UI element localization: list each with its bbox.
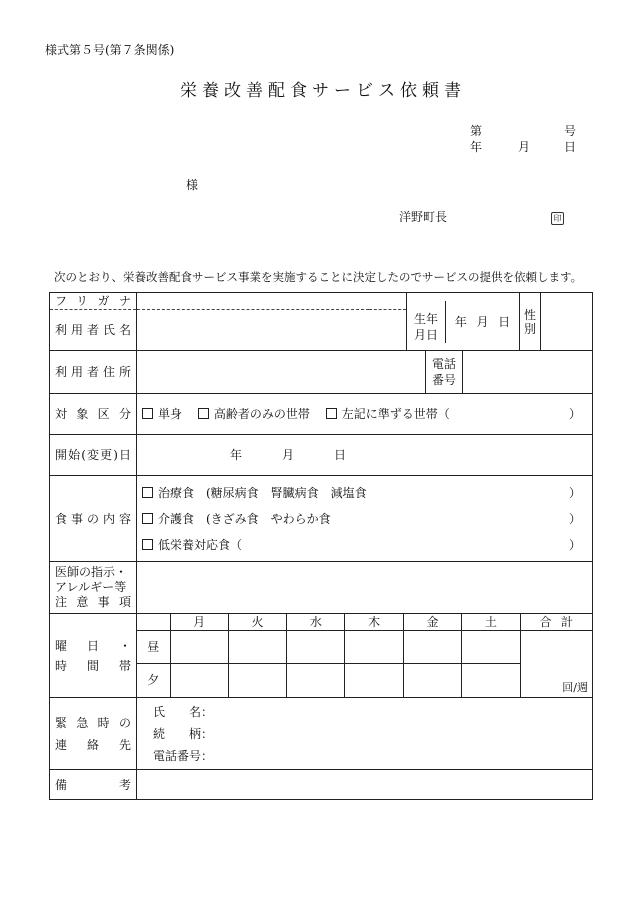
evening-fri[interactable]: [403, 663, 461, 697]
meal-option-care[interactable]: 介護食 (きざみ食 やわらか食 ）: [142, 508, 587, 530]
noon-fri[interactable]: [403, 630, 461, 663]
evening-label: 夕: [137, 663, 170, 697]
remarks-label: 備考: [50, 770, 137, 800]
meal-option-low-nutrition[interactable]: 低栄養対応食（ ）: [142, 534, 587, 556]
category-option-elderly-only[interactable]: 高齢者のみの世帯: [198, 407, 310, 421]
checkbox[interactable]: [326, 408, 337, 419]
evening-mon[interactable]: [170, 663, 228, 697]
user-name-label: 利用者氏名: [50, 310, 137, 351]
document-title: 栄養改善配食サービス依頼書: [180, 81, 466, 101]
noon-wed[interactable]: [287, 630, 345, 663]
emergency-name-field[interactable]: 氏 名：: [153, 704, 214, 719]
doc-no-suffix: 号: [564, 124, 577, 138]
category-options: [137, 394, 593, 435]
emergency-phone-field[interactable]: 電話番号：: [153, 748, 214, 763]
doctor-instructions-field[interactable]: [137, 562, 593, 614]
noon-sat[interactable]: [462, 630, 520, 663]
sex-field[interactable]: [541, 293, 593, 351]
day-mon: 月: [170, 614, 228, 630]
birthdate-field[interactable]: 年 月 日: [454, 314, 511, 329]
phone-field[interactable]: [463, 351, 592, 393]
meal-option-therapeutic[interactable]: 治療食 (糖尿病食 腎臓病食 減塩食 ）: [142, 482, 587, 504]
remarks-field[interactable]: [137, 770, 593, 800]
issuer-name: 洋野町長: [399, 210, 448, 224]
emergency-relation-field[interactable]: 続 柄：: [153, 726, 214, 741]
checkbox[interactable]: [142, 513, 153, 524]
day-thu: 木: [345, 614, 403, 630]
user-name-field[interactable]: [137, 310, 407, 351]
noon-mon[interactable]: [170, 630, 228, 663]
emergency-contact-fields: [137, 698, 593, 770]
doc-no-prefix: 第: [470, 124, 483, 138]
day-tue: 火: [228, 614, 286, 630]
evening-sat[interactable]: [462, 663, 520, 697]
emergency-contact-label: 緊急時の 連絡先: [50, 698, 137, 770]
birthdate-block: 生年 月日 年 月 日: [407, 293, 520, 351]
addressee-suffix: 様: [186, 178, 199, 192]
category-option-equivalent[interactable]: 左記に準ずる世帯（: [326, 407, 450, 421]
category-option-single[interactable]: 単身: [142, 407, 182, 421]
meal-options: [137, 476, 593, 562]
intro-text: 次のとおり、栄養改善配食サービス事業を実施することに決定したのでサービスの提供を依頼します。: [54, 270, 583, 284]
phone-label: 電話 番号: [426, 351, 463, 393]
day-sat: 土: [462, 614, 520, 630]
evening-wed[interactable]: [287, 663, 345, 697]
issue-day: 日: [564, 140, 577, 154]
phone-block: [426, 351, 593, 394]
noon-label: 昼: [137, 630, 170, 663]
category-label: 対象区分: [50, 394, 137, 435]
request-form-table: [49, 292, 593, 800]
start-date-field[interactable]: 年 月 日: [137, 435, 593, 476]
furigana-label: フリガナ: [50, 293, 137, 310]
checkbox[interactable]: [142, 487, 153, 498]
furigana-field[interactable]: [137, 293, 407, 310]
total-field[interactable]: 回/週: [520, 630, 592, 697]
start-date-label: 開始(変更)日: [50, 435, 137, 476]
address-label: 利用者住所: [50, 351, 137, 394]
evening-tue[interactable]: [228, 663, 286, 697]
schedule-label: 曜日・ 時間帯: [50, 614, 137, 698]
checkbox[interactable]: [198, 408, 209, 419]
issue-year: 年: [470, 140, 483, 154]
sex-label: 性 別: [520, 293, 541, 351]
checkbox[interactable]: [142, 408, 153, 419]
address-field[interactable]: [137, 351, 426, 394]
day-wed: 水: [287, 614, 345, 630]
noon-tue[interactable]: [228, 630, 286, 663]
checkbox[interactable]: [142, 539, 153, 550]
seal-mark: 印: [551, 210, 564, 225]
form-number: 様式第５号(第７条関係): [45, 43, 175, 57]
meal-label: 食事の内容: [50, 476, 137, 562]
issue-month: 月: [518, 140, 531, 154]
total-label: 合計: [520, 614, 592, 630]
evening-thu[interactable]: [345, 663, 403, 697]
doctor-instructions-label: 医師の指示・ アレルギー等 注意事項: [50, 562, 137, 614]
day-fri: 金: [403, 614, 461, 630]
close-paren: ）: [569, 407, 582, 421]
noon-thu[interactable]: [345, 630, 403, 663]
schedule-grid: [137, 614, 593, 698]
